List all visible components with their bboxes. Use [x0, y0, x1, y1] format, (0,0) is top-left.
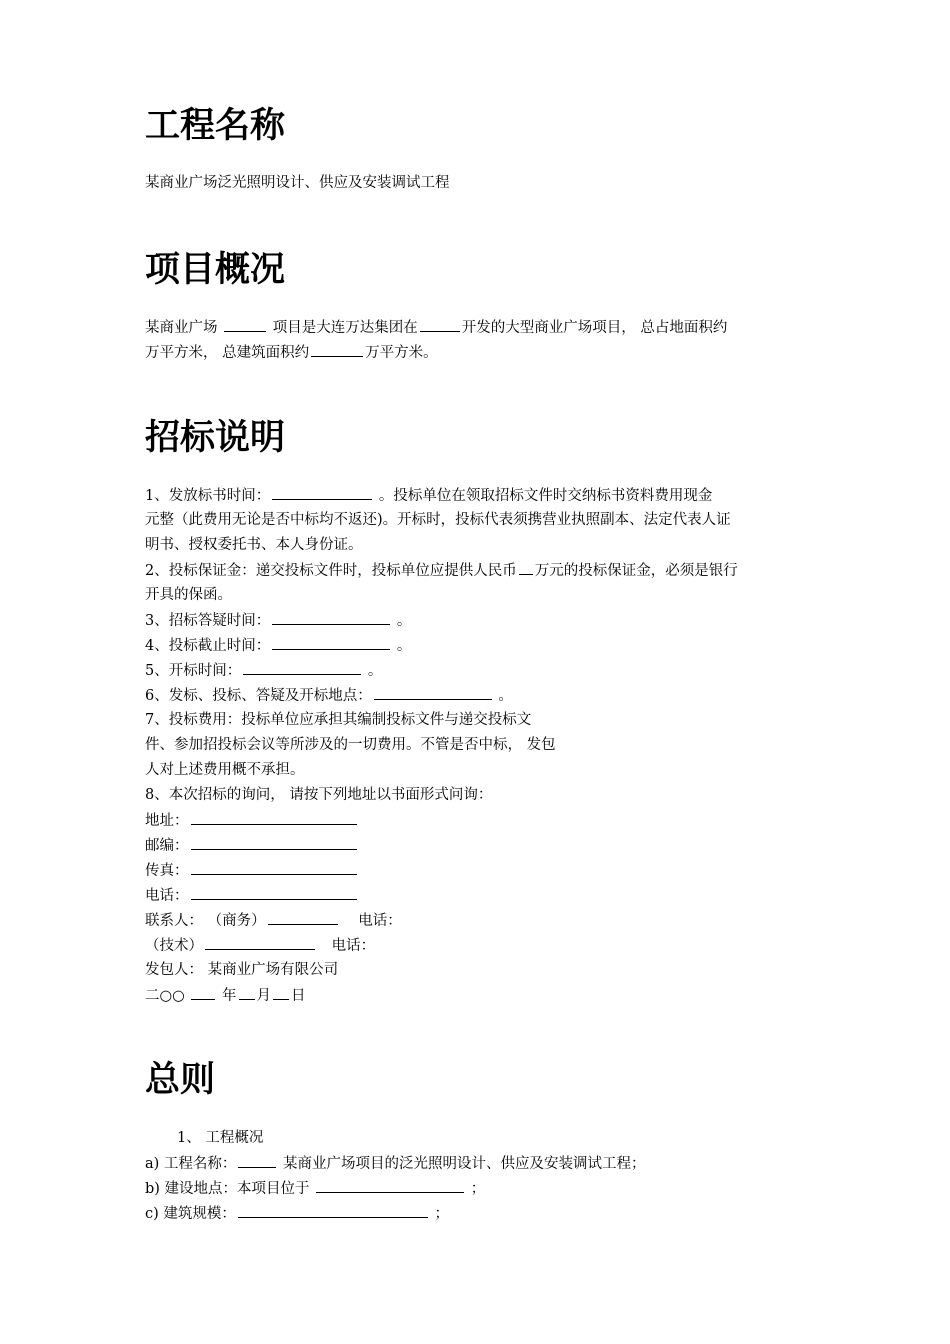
- blank-field: [191, 858, 357, 875]
- overview-text-e: 万平方米。: [365, 345, 438, 361]
- general-item-a-text: 某商业广场项目的泛光照明设计、供应及安装调试工程；: [283, 1156, 646, 1172]
- blank-field: [238, 1201, 428, 1218]
- general-item-b-label: b) 建设地点：本项目位于: [145, 1181, 310, 1197]
- address-line: [145, 808, 359, 834]
- general-item-a: [145, 1151, 646, 1177]
- punctuation: 。: [498, 688, 513, 704]
- tech-contact-line: [145, 933, 375, 959]
- issuer-line: 发包人： 某商业广场有限公司: [145, 962, 339, 978]
- overview-text-c: 开发的大型商业广场项目， 总占地面积约: [461, 320, 728, 336]
- blank-field: [273, 983, 289, 1000]
- postcode-label: 邮编：: [145, 838, 189, 854]
- heading-tender: 招标说明: [145, 418, 286, 458]
- tender-item-4-label: 4、投标截止时间：: [145, 638, 271, 654]
- blank-field: [191, 808, 357, 825]
- blank-field: [239, 983, 255, 1000]
- tender-item-2-label: 2、投标保证金：递交投标文件时，投标单位应提供人民币: [145, 563, 517, 579]
- contact-label: 联系人： （商务）: [145, 913, 266, 929]
- tender-item-1-text: 。投标单位在领取招标文件时交纳标书资料费用现金: [378, 488, 713, 504]
- blank-field: [191, 833, 357, 850]
- heading-general: 总则: [145, 1060, 216, 1100]
- heading-overview: 项目概况: [145, 250, 286, 290]
- blank-field: [268, 908, 338, 925]
- blank-field: [272, 633, 390, 650]
- punctuation: ；: [434, 1206, 449, 1222]
- heading-project-name: 工程名称: [145, 106, 286, 146]
- blank-field: [374, 683, 492, 700]
- general-item-c-label: c) 建筑规模：: [145, 1206, 236, 1222]
- tender-item-2-line-2: 开具的保函。: [145, 587, 232, 603]
- overview-text-d: 万平方米， 总建筑面积约: [145, 345, 310, 361]
- blank-field: [238, 1151, 276, 1168]
- address-label: 地址：: [145, 813, 189, 829]
- contact-phone-label: 电话：: [358, 913, 402, 929]
- date-month: 月: [256, 988, 272, 1004]
- tender-item-7-line-1: 7、投标费用：投标单位应承担其编制投标文件与递交投标文: [145, 712, 532, 728]
- tech-label: （技术）: [145, 938, 203, 954]
- general-item-b: [145, 1176, 485, 1202]
- blank-field: [316, 1176, 464, 1193]
- fax-label: 传真：: [145, 863, 189, 879]
- tender-item-1-line-3: 明书、授权委托书、本人身份证。: [145, 537, 363, 553]
- blank-field: [224, 315, 266, 332]
- general-item-a-label: a) 工程名称：: [145, 1156, 237, 1172]
- tender-item-2: [145, 558, 738, 584]
- overview-line-2: [145, 340, 438, 366]
- blank-field: [272, 608, 390, 625]
- overview-line-1: [145, 315, 727, 341]
- blank-field: [191, 883, 357, 900]
- tender-item-5-label: 5、开标时间：: [145, 663, 242, 679]
- tender-item-6: [145, 683, 513, 709]
- postcode-line: [145, 833, 359, 859]
- tender-item-6-label: 6、发标、投标、答疑及开标地点：: [145, 688, 372, 704]
- contact-line: [145, 908, 402, 934]
- punctuation: 。: [367, 663, 383, 679]
- date-year: 年: [222, 988, 237, 1004]
- tender-item-2-text: 万元的投标保证金，必须是银行: [534, 563, 738, 579]
- blank-field: [311, 340, 363, 357]
- blank-field: [191, 983, 215, 1000]
- blank-field: [272, 483, 372, 500]
- tender-item-3: [145, 608, 411, 634]
- date-line: [145, 983, 306, 1009]
- tender-item-8: 8、本次招标的询问， 请按下列地址以书面形式问询：: [145, 787, 493, 803]
- overview-text-b: 项目是大连万达集团在: [272, 320, 418, 336]
- overview-text-a: 某商业广场: [145, 320, 218, 336]
- tech-phone-label: 电话：: [331, 938, 376, 954]
- fax-line: [145, 858, 359, 884]
- punctuation: 。: [396, 638, 412, 654]
- project-name-text: 某商业广场泛光照明设计、供应及安装调试工程: [145, 175, 450, 191]
- tender-item-4: [145, 633, 411, 659]
- punctuation: ；: [470, 1181, 486, 1197]
- tender-item-1: [145, 483, 712, 509]
- blank-field: [205, 933, 315, 950]
- tender-item-1-line-2: 元整（此费用无论是否中标均不返还)。开标时，投标代表须携营业执照副本、法定代表人证: [145, 512, 731, 528]
- tender-item-1-label: 1、发放标书时间：: [145, 488, 271, 504]
- phone-label: 电话：: [145, 888, 189, 904]
- date-day: 日: [291, 988, 306, 1004]
- blank-field: [420, 315, 460, 332]
- general-sub-1: 1、 工程概况: [177, 1130, 264, 1146]
- phone-line: [145, 883, 359, 909]
- tender-item-7-line-2: 件、参加招投标会议等所涉及的一切费用。不管是否中标， 发包: [145, 737, 556, 753]
- general-item-c: [145, 1201, 449, 1227]
- tender-item-7-line-3: 人对上述费用概不承担。: [145, 762, 305, 778]
- date-prefix: 二○○: [145, 988, 185, 1004]
- punctuation: 。: [396, 613, 412, 629]
- tender-item-3-label: 3、招标答疑时间：: [145, 613, 271, 629]
- blank-field: [243, 658, 361, 675]
- blank-field: [519, 558, 533, 575]
- tender-item-5: [145, 658, 382, 684]
